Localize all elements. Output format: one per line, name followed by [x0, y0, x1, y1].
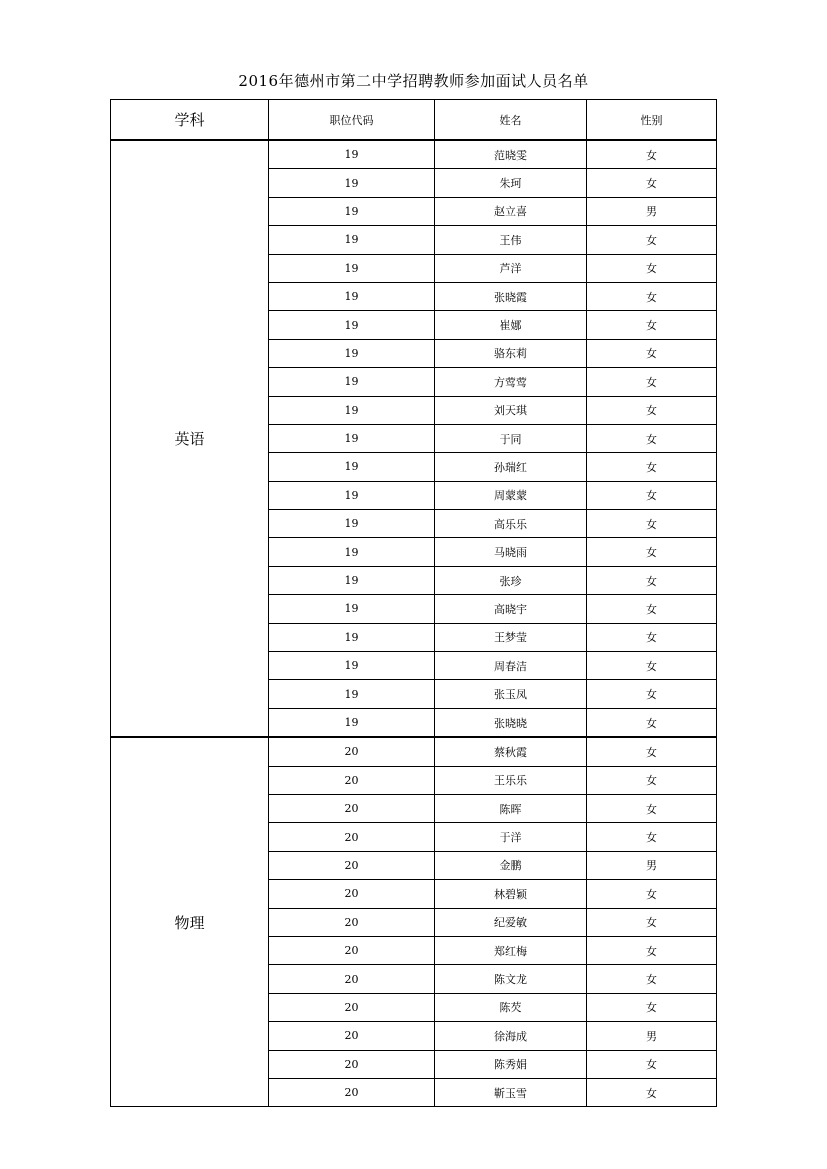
- gender-cell: 女: [587, 794, 717, 822]
- subject-cell: 英语: [111, 140, 269, 737]
- gender-cell: 女: [587, 652, 717, 680]
- name-cell: 张晓晓: [435, 708, 587, 737]
- position-code-cell: 20: [269, 993, 435, 1021]
- name-cell: 张晓霞: [435, 282, 587, 310]
- name-cell: 范晓雯: [435, 140, 587, 169]
- position-code-cell: 19: [269, 566, 435, 594]
- position-code-cell: 20: [269, 823, 435, 851]
- name-cell: 马晓雨: [435, 538, 587, 566]
- name-cell: 周蒙蒙: [435, 481, 587, 509]
- position-code-cell: 19: [269, 680, 435, 708]
- subject-cell: 物理: [111, 737, 269, 1107]
- name-cell: 徐海成: [435, 1022, 587, 1050]
- header-position-code: 职位代码: [269, 100, 435, 141]
- gender-cell: 女: [587, 908, 717, 936]
- gender-cell: 女: [587, 339, 717, 367]
- gender-cell: 女: [587, 936, 717, 964]
- name-cell: 蔡秋霞: [435, 737, 587, 766]
- name-cell: 林碧颖: [435, 880, 587, 908]
- gender-cell: 女: [587, 595, 717, 623]
- gender-cell: 女: [587, 396, 717, 424]
- gender-cell: 女: [587, 226, 717, 254]
- table-row: [111, 140, 717, 169]
- name-cell: 高乐乐: [435, 510, 587, 538]
- gender-cell: 女: [587, 424, 717, 452]
- position-code-cell: 20: [269, 851, 435, 879]
- name-cell: 王乐乐: [435, 766, 587, 794]
- gender-cell: 女: [587, 510, 717, 538]
- position-code-cell: 19: [269, 481, 435, 509]
- position-code-cell: 19: [269, 140, 435, 169]
- name-cell: 郑红梅: [435, 936, 587, 964]
- position-code-cell: 20: [269, 880, 435, 908]
- gender-cell: 女: [587, 254, 717, 282]
- table-header-row: [111, 100, 717, 141]
- gender-cell: 女: [587, 680, 717, 708]
- gender-cell: 女: [587, 140, 717, 169]
- name-cell: 张玉凤: [435, 680, 587, 708]
- position-code-cell: 20: [269, 1050, 435, 1078]
- position-code-cell: 19: [269, 424, 435, 452]
- header-gender: 性别: [587, 100, 717, 141]
- gender-cell: 女: [587, 169, 717, 197]
- position-code-cell: 19: [269, 339, 435, 367]
- position-code-cell: 19: [269, 595, 435, 623]
- position-code-cell: 20: [269, 1078, 435, 1106]
- gender-cell: 女: [587, 311, 717, 339]
- gender-cell: 男: [587, 1022, 717, 1050]
- gender-cell: 女: [587, 1050, 717, 1078]
- position-code-cell: 20: [269, 1022, 435, 1050]
- name-cell: 芦洋: [435, 254, 587, 282]
- gender-cell: 女: [587, 453, 717, 481]
- name-cell: 陈秀娟: [435, 1050, 587, 1078]
- name-cell: 朱珂: [435, 169, 587, 197]
- gender-cell: 男: [587, 197, 717, 225]
- gender-cell: 女: [587, 368, 717, 396]
- candidate-table: [110, 99, 717, 1107]
- header-name: 姓名: [435, 100, 587, 141]
- gender-cell: 女: [587, 965, 717, 993]
- page-title: 2016年德州市第二中学招聘教师参加面试人员名单: [238, 72, 589, 90]
- gender-cell: 女: [587, 880, 717, 908]
- position-code-cell: 19: [269, 226, 435, 254]
- name-cell: 周春洁: [435, 652, 587, 680]
- name-cell: 赵立喜: [435, 197, 587, 225]
- position-code-cell: 19: [269, 254, 435, 282]
- position-code-cell: 19: [269, 538, 435, 566]
- name-cell: 孙瑞红: [435, 453, 587, 481]
- position-code-cell: 19: [269, 652, 435, 680]
- position-code-cell: 19: [269, 623, 435, 651]
- gender-cell: 女: [587, 737, 717, 766]
- name-cell: 骆东莉: [435, 339, 587, 367]
- name-cell: 纪爱敏: [435, 908, 587, 936]
- name-cell: 刘天琪: [435, 396, 587, 424]
- gender-cell: 女: [587, 623, 717, 651]
- gender-cell: 女: [587, 282, 717, 310]
- name-cell: 王梦莹: [435, 623, 587, 651]
- gender-cell: 女: [587, 1078, 717, 1106]
- gender-cell: 女: [587, 993, 717, 1021]
- position-code-cell: 19: [269, 311, 435, 339]
- name-cell: 陈芡: [435, 993, 587, 1021]
- position-code-cell: 19: [269, 282, 435, 310]
- gender-cell: 女: [587, 708, 717, 737]
- gender-cell: 女: [587, 481, 717, 509]
- position-code-cell: 20: [269, 794, 435, 822]
- position-code-cell: 19: [269, 197, 435, 225]
- name-cell: 陈晖: [435, 794, 587, 822]
- position-code-cell: 19: [269, 708, 435, 737]
- name-cell: 陈文龙: [435, 965, 587, 993]
- table-row: [111, 737, 717, 766]
- gender-cell: 女: [587, 766, 717, 794]
- position-code-cell: 20: [269, 766, 435, 794]
- position-code-cell: 20: [269, 737, 435, 766]
- position-code-cell: 20: [269, 965, 435, 993]
- position-code-cell: 19: [269, 510, 435, 538]
- name-cell: 张珍: [435, 566, 587, 594]
- gender-cell: 男: [587, 851, 717, 879]
- header-subject: 学科: [111, 100, 269, 141]
- name-cell: 王伟: [435, 226, 587, 254]
- name-cell: 方莺莺: [435, 368, 587, 396]
- position-code-cell: 19: [269, 368, 435, 396]
- gender-cell: 女: [587, 566, 717, 594]
- table-body: [111, 140, 717, 1107]
- position-code-cell: 19: [269, 396, 435, 424]
- name-cell: 金鹏: [435, 851, 587, 879]
- name-cell: 崔娜: [435, 311, 587, 339]
- name-cell: 于洋: [435, 823, 587, 851]
- position-code-cell: 19: [269, 453, 435, 481]
- name-cell: 于同: [435, 424, 587, 452]
- position-code-cell: 20: [269, 908, 435, 936]
- gender-cell: 女: [587, 538, 717, 566]
- position-code-cell: 19: [269, 169, 435, 197]
- name-cell: 高晓宇: [435, 595, 587, 623]
- gender-cell: 女: [587, 823, 717, 851]
- position-code-cell: 20: [269, 936, 435, 964]
- name-cell: 靳玉雪: [435, 1078, 587, 1106]
